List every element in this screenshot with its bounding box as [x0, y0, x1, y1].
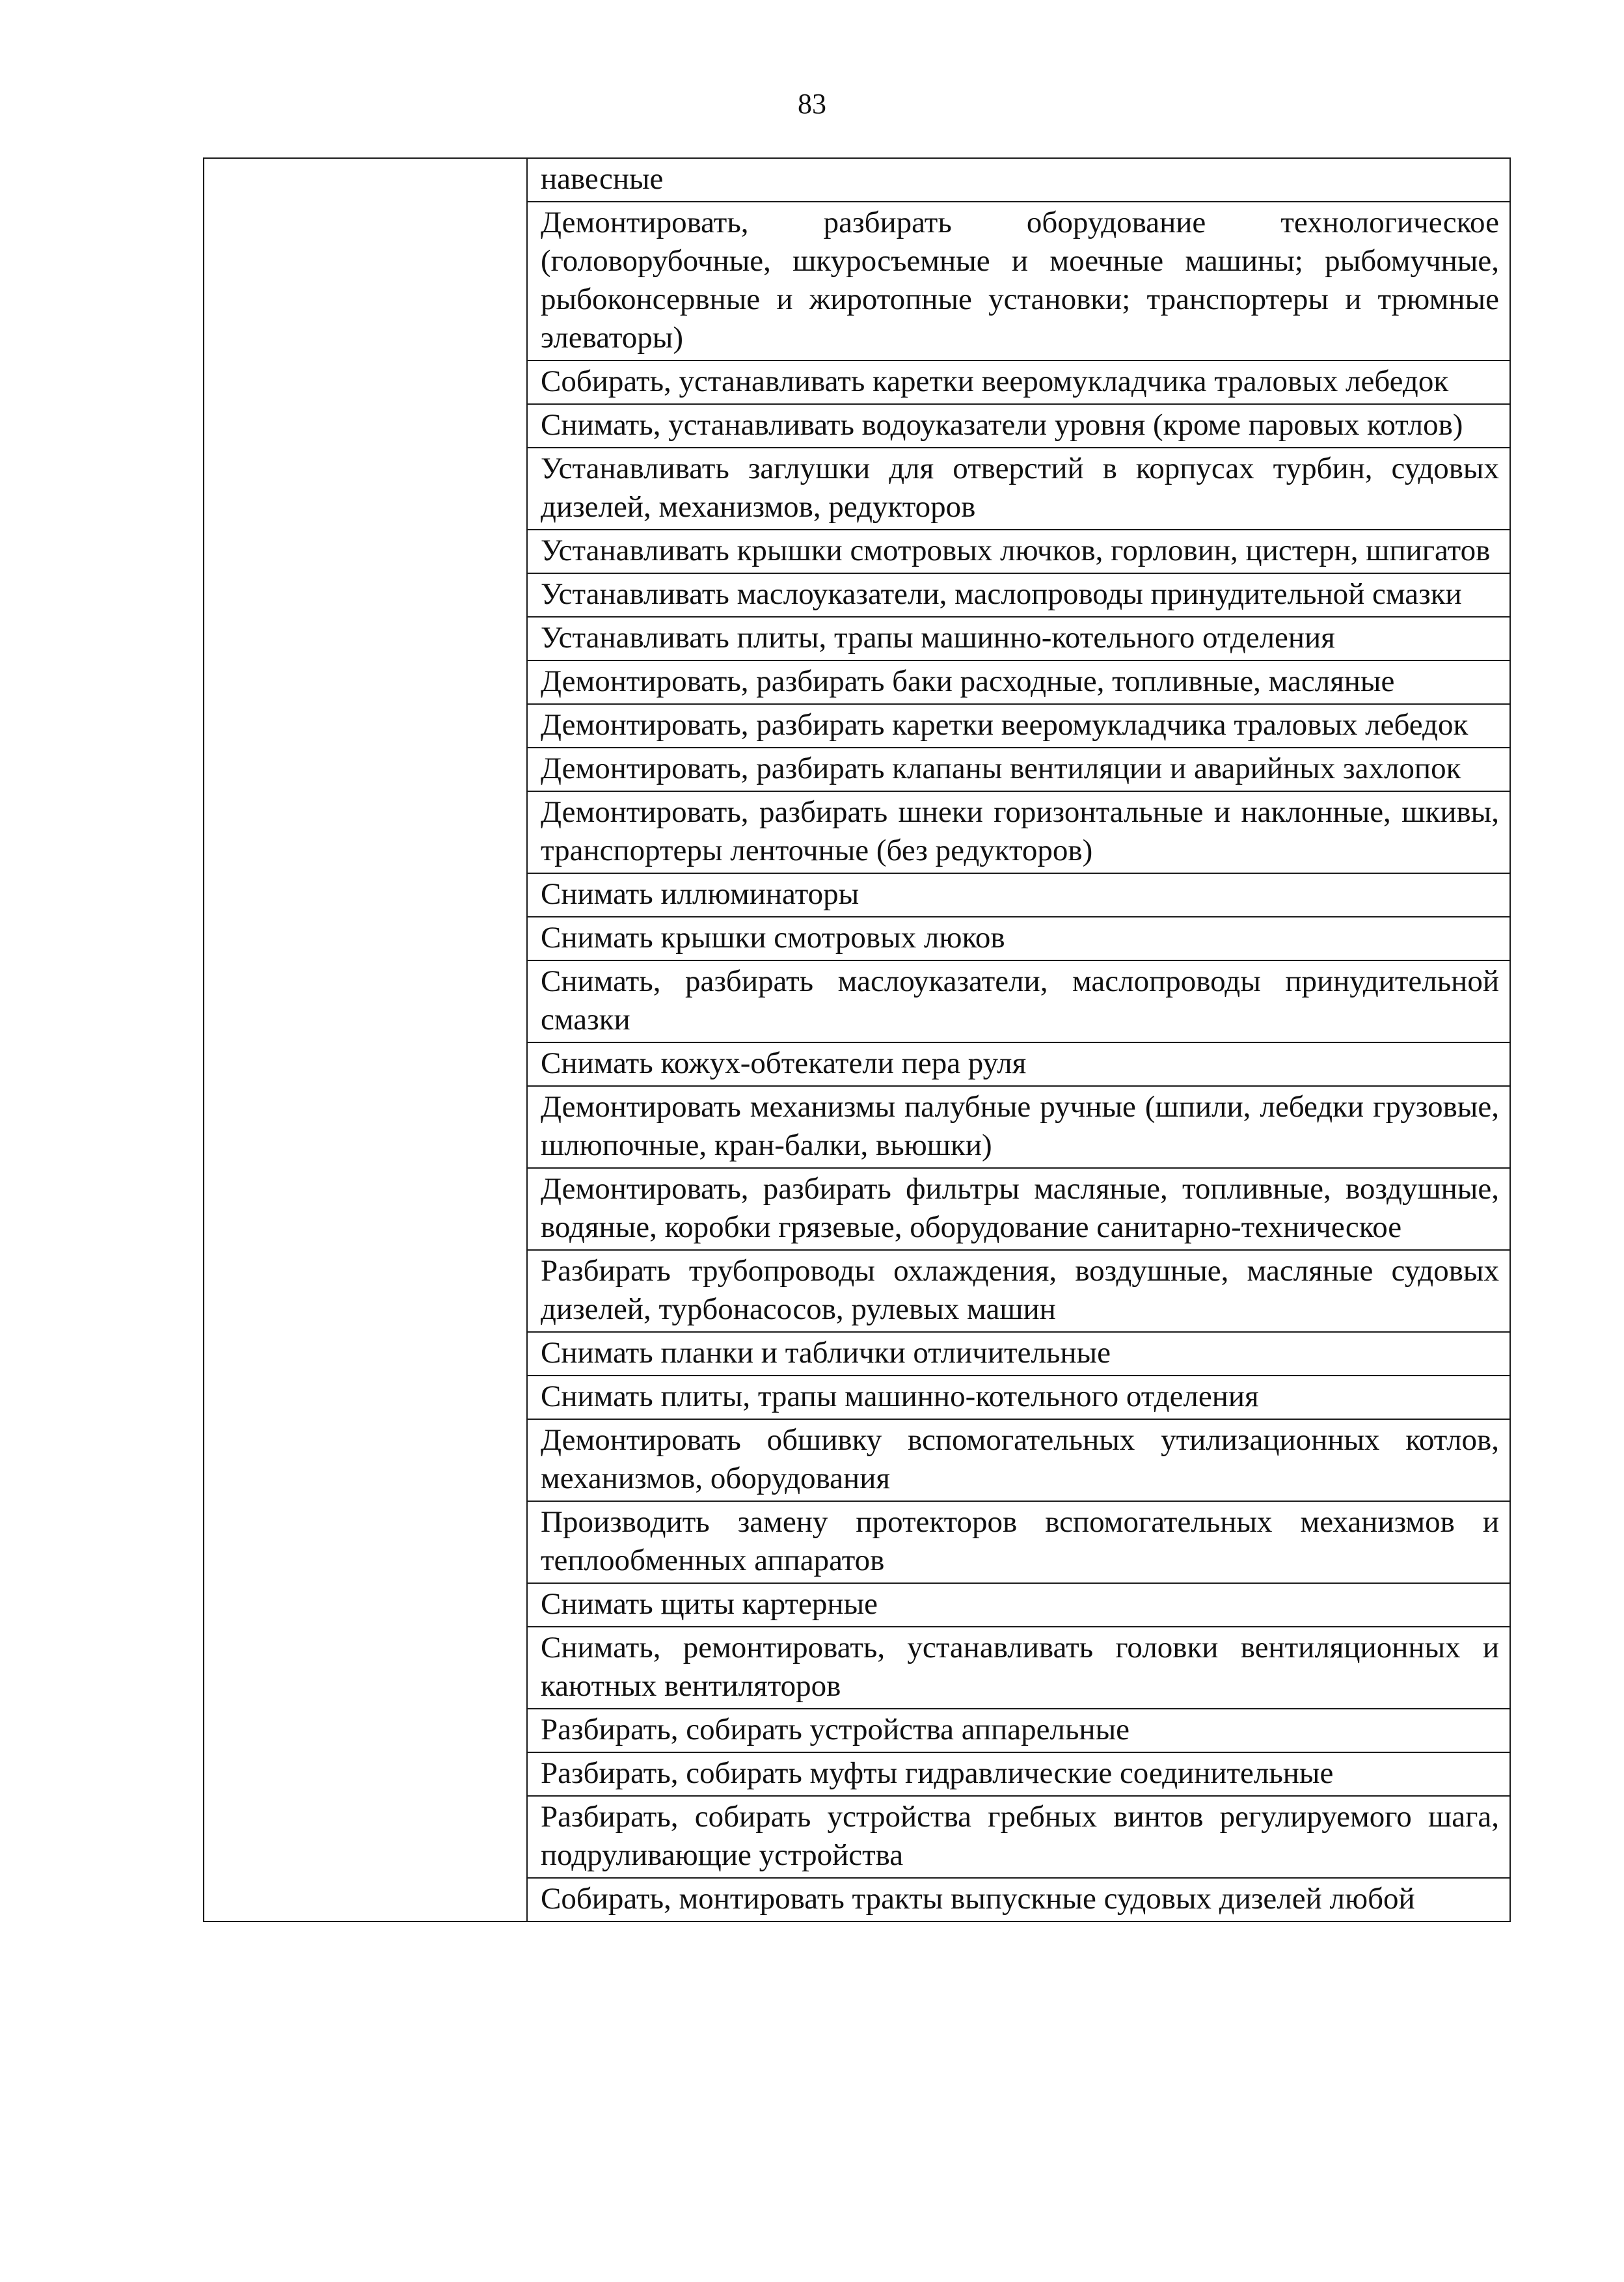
list-item: Демонтировать, разбирать шнеки горизонтальные и наклонные, шкивы, транспортеры ленточные (без редукторов) [528, 792, 1509, 874]
right-column-cell [527, 158, 1510, 1922]
list-item: Демонтировать, разбирать фильтры масляные, топливные, воздушные, водяные, коробки грязевые, оборудование санитарно-техническое [528, 1169, 1509, 1251]
list-item: навесные [528, 159, 1509, 202]
list-item: Разбирать, собирать муфты гидравлические соединительные [528, 1753, 1509, 1797]
list-item: Разбирать, собирать устройства аппарельные [528, 1709, 1509, 1753]
list-item: Снимать кожух-обтекатели пера руля [528, 1043, 1509, 1087]
list-item: Демонтировать обшивку вспомогательных утилизационных котлов, механизмов, оборудования [528, 1420, 1509, 1502]
page-number: 83 [798, 88, 826, 120]
list-item: Разбирать трубопроводы охлаждения, воздушные, масляные судовых дизелей, турбонасосов, рулевых машин [528, 1251, 1509, 1333]
list-item: Демонтировать, разбирать оборудование технологическое (головорубочные, шкуросъемные и моечные машины; рыбомучные, рыбоконсервные и жиротопные установки; транспортеры и трюмные элеваторы) [528, 202, 1509, 361]
list-item: Снимать щиты картерные [528, 1584, 1509, 1627]
list-item: Снимать планки и таблички отличительные [528, 1333, 1509, 1376]
list-item: Устанавливать заглушки для отверстий в корпусах турбин, судовых дизелей, механизмов, редукторов [528, 448, 1509, 530]
list-item: Снимать, разбирать маслоуказатели, маслопроводы принудительной смазки [528, 961, 1509, 1043]
list-item: Демонтировать, разбирать клапаны вентиляции и аварийных захлопок [528, 748, 1509, 792]
list-item: Снимать иллюминаторы [528, 874, 1509, 917]
list-item: Производить замену протекторов вспомогательных механизмов и теплообменных аппаратов [528, 1502, 1509, 1584]
list-item: Разбирать, собирать устройства гребных винтов регулируемого шага, подруливающие устройства [528, 1797, 1509, 1879]
list-item: Снимать, ремонтировать, устанавливать головки вентиляционных и каютных вентиляторов [528, 1627, 1509, 1709]
list-item: Собирать, устанавливать каретки вееромукладчика траловых лебедок [528, 361, 1509, 405]
list-item: Демонтировать механизмы палубные ручные (шпили, лебедки грузовые, шлюпочные, кран-балки, вьюшки) [528, 1087, 1509, 1169]
list-item: Устанавливать маслоуказатели, маслопроводы принудительной смазки [528, 574, 1509, 618]
list-item: Устанавливать плиты, трапы машинно-котельного отделения [528, 618, 1509, 661]
list-item: Демонтировать, разбирать баки расходные, топливные, масляные [528, 661, 1509, 705]
list-item: Снимать, устанавливать водоуказатели уровня (кроме паровых котлов) [528, 405, 1509, 448]
list-item: Собирать, монтировать тракты выпускные судовых дизелей любой [541, 1882, 1415, 1916]
left-column-cell [204, 158, 527, 1922]
list-item: Снимать крышки смотровых люков [528, 917, 1509, 961]
list-item: Устанавливать крышки смотровых лючков, горловин, цистерн, шпигатов [528, 530, 1509, 574]
list-item: Снимать плиты, трапы машинно-котельного отделения [528, 1376, 1509, 1420]
work-items-list [528, 159, 1509, 1921]
table-row [204, 158, 1510, 1922]
works-table [203, 157, 1511, 1922]
list-item: Демонтировать, разбирать каретки вееромукладчика траловых лебедок [528, 705, 1509, 748]
